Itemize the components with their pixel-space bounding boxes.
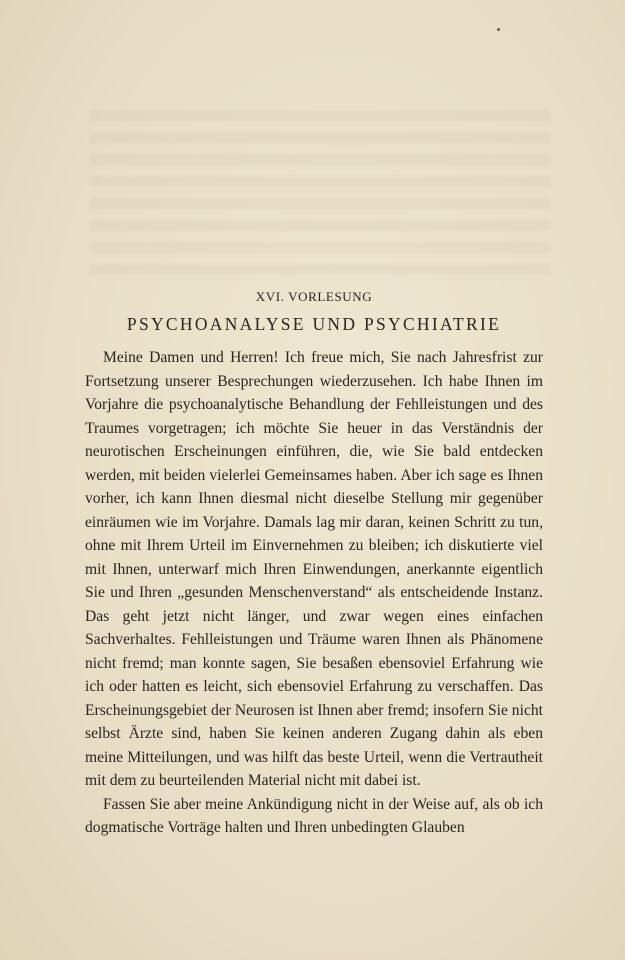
show-through-text <box>90 110 550 285</box>
page-content <box>85 288 543 840</box>
lecture-heading: XVI. VORLESUNG <box>255 289 373 304</box>
paper-speck <box>497 28 500 31</box>
body-paragraph-1: Meine Damen und Herren! Ich freue mich, Sie nach Jahresfrist zur Fortsetzung unserer Besprechungen wiederzusehen. Ich habe Ihnen im Vorjahre die psychoanalytische Behandlung der Fehlleistungen und des Traumes vorgetragen; ich möchte Sie heuer in das Verständnis der neurotischen Erscheinungen einführen, die, wie Sie bald entdecken werden, mit beiden vielerlei Gemeinsames haben. Aber ich sage es Ihnen vorher, ich kann Ihnen diesmal nicht dieselbe Stellung mir gegenüber einräumen wie im Vorjahre. Damals lag mir daran, keinen Schritt zu tun, ohne mit Ihrem Urteil im Einvernehmen zu bleiben; ich diskutierte viel mit Ihnen, unterwarf mich Ihren Einwendungen, anerkannte eigentlich Sie und Ihren „gesunden Menschenverstand“ als entscheidende Instanz. Das geht jetzt nicht länger, und zwar wegen eines einfachen Sachverhaltes. Fehlleistungen und Träume waren Ihnen als Phänomene nicht fremd; man konnte sagen, Sie besaßen ebensoviel Erfahrung wie ich oder hatten es leicht, sich ebensoviel Erfahrung zu verschaffen. Das Erscheinungsgebiet der Neurosen ist Ihnen aber fremd; insofern Sie nicht selbst Ärzte sind, haben Sie keinen anderen Zugang dahin als eben meine Mitteilungen, und was hilft das beste Urteil, wenn die Vertrautheit mit dem zu beurteilenden Material nicht mit dabei ist. <box>85 349 543 789</box>
body-paragraph-2: Fassen Sie aber meine Ankündigung nicht in der Weise auf, als ob ich dogmatische Vorträge halten und Ihren unbedingten Glauben <box>85 795 543 836</box>
chapter-title: PSYCHOANALYSE UND PSYCHIATRIE <box>126 314 502 334</box>
